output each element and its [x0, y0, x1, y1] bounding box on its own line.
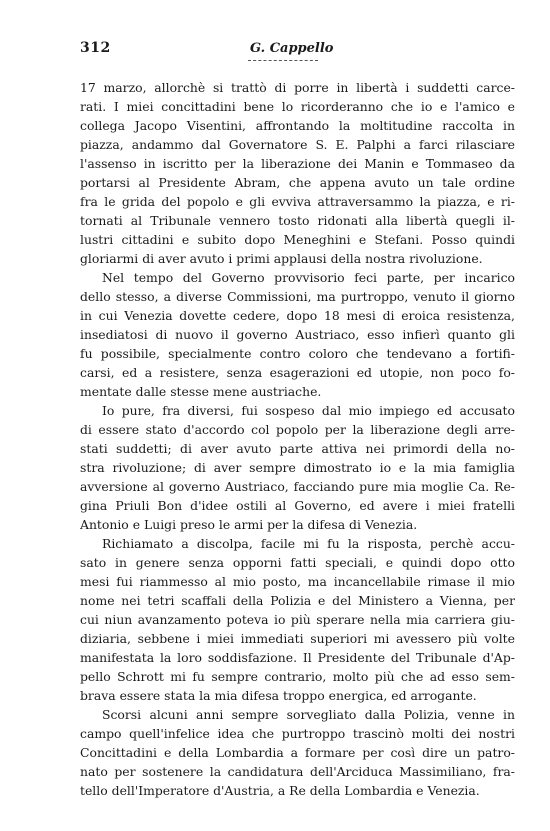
text-line: mesi fui riammesso al mio posto, ma incancellabile rimase il mio — [80, 574, 515, 589]
text-line: lustri cittadini e subito dopo Meneghini e Stefani. Posso quindi — [80, 232, 515, 247]
text-line: avversione al governo Austriaco, facciando pure mia moglie Ca. Re- — [80, 479, 515, 494]
text-line: l'assenso in iscritto per la liberazione dei Manin e Tommaseo da — [80, 156, 515, 171]
text-line: sato in genere senza opporni fatti speciali, e quindi dopo otto — [80, 555, 515, 570]
text-line: gloriarmi di aver avuto i primi applausi della nostra rivoluzione. — [80, 251, 483, 266]
text-line: fu possibile, specialmente contro coloro che tendevano a fortifi- — [80, 346, 515, 361]
text-line: insediatosi di nuovo il governo Austriaco, esso infierì quanto gli — [80, 327, 515, 342]
text-line: cui niun avanzamento poteva io più sperare nella mia carriera giu- — [80, 612, 515, 627]
text-line: tornati al Tribunale vennero tosto ridonati alla libertà quegli il- — [80, 213, 515, 228]
text-line: collega Jacopo Visentini, affrontando la moltitudine raccolta in — [80, 118, 515, 133]
text-line: stati suddetti; di aver avuto parte attiva nei primordi della no- — [80, 441, 515, 456]
text-line: tello dell'Imperatore d'Austria, a Re della Lombardia e Venezia. — [80, 783, 480, 798]
text-line: fra le grida del popolo e gli evviva attraversammo la piazza, e ri- — [80, 194, 515, 209]
paragraph — [80, 705, 515, 800]
text-line: diziaria, sebbene i miei immediati superiori mi avessero più volte — [80, 631, 515, 646]
running-head: G. Cappello — [250, 41, 334, 56]
page-header — [0, 40, 550, 70]
text-line: carsi, ed a resistere, senza esagerazioni ed utopie, non poco fo- — [80, 365, 515, 380]
text-line: Io pure, fra diversi, fui sospeso dal mio impiego ed accusato — [102, 403, 515, 418]
text-line: brava essere stata la mia difesa troppo energica, ed arrogante. — [80, 688, 477, 703]
paragraph — [80, 401, 515, 534]
text-line: stra rivoluzione; di aver sempre dimostrato io e la mia famiglia — [80, 460, 515, 475]
header-rule — [248, 60, 318, 61]
paragraph — [80, 78, 515, 268]
paragraph — [80, 534, 515, 705]
text-line: piazza, andammo dal Governatore S. E. Palphi a farci rilasciare — [80, 137, 515, 152]
text-line: manifestata la loro soddisfazione. Il Presidente del Tribunale d'Ap- — [80, 650, 515, 665]
paragraph — [80, 268, 515, 401]
text-line: portarsi al Presidente Abram, che appena avuto un tale ordine — [80, 175, 515, 190]
text-line: in cui Venezia dovette cedere, dopo 18 mesi di eroica resistenza, — [80, 308, 515, 323]
text-line: campo quell'infelice idea che purtroppo trascinò molti dei nostri — [80, 726, 515, 741]
text-line: gina Priuli Bon d'idee ostili al Governo, ed avere i miei fratelli — [80, 498, 515, 513]
text-line: 17 marzo, allorchè si trattò di porre in libertà i suddetti carce- — [80, 80, 515, 95]
body-text — [80, 78, 515, 800]
page-number: 312 — [80, 40, 111, 56]
text-line: nato per sostenere la candidatura dell'Arciduca Massimiliano, fra- — [80, 764, 515, 779]
text-line: dello stesso, a diverse Commissioni, ma purtroppo, venuto il giorno — [80, 289, 515, 304]
text-line: nome nei tetri scaffali della Polizia e del Ministero a Vienna, per — [80, 593, 515, 608]
text-line: Antonio e Luigi preso le armi per la difesa di Venezia. — [80, 517, 418, 532]
text-line: Scorsi alcuni anni sempre sorvegliato dalla Polizia, venne in — [102, 707, 515, 722]
text-line: rati. I miei concittadini bene lo ricorderanno che io e l'amico e — [80, 99, 515, 114]
text-line: mentate dalle stesse mene austriache. — [80, 384, 322, 399]
text-line: Nel tempo del Governo provvisorio feci parte, per incarico — [102, 270, 515, 285]
text-line: Concittadini e della Lombardia a formare per così dire un patro- — [80, 745, 515, 760]
text-line: Richiamato a discolpa, facile mi fu la risposta, perchè accu- — [102, 536, 515, 551]
text-line: pello Schrott mi fu sempre contrario, molto più che ad esso sem- — [80, 669, 515, 684]
text-line: di essere stato d'accordo col popolo per la liberazione degli arre- — [80, 422, 515, 437]
